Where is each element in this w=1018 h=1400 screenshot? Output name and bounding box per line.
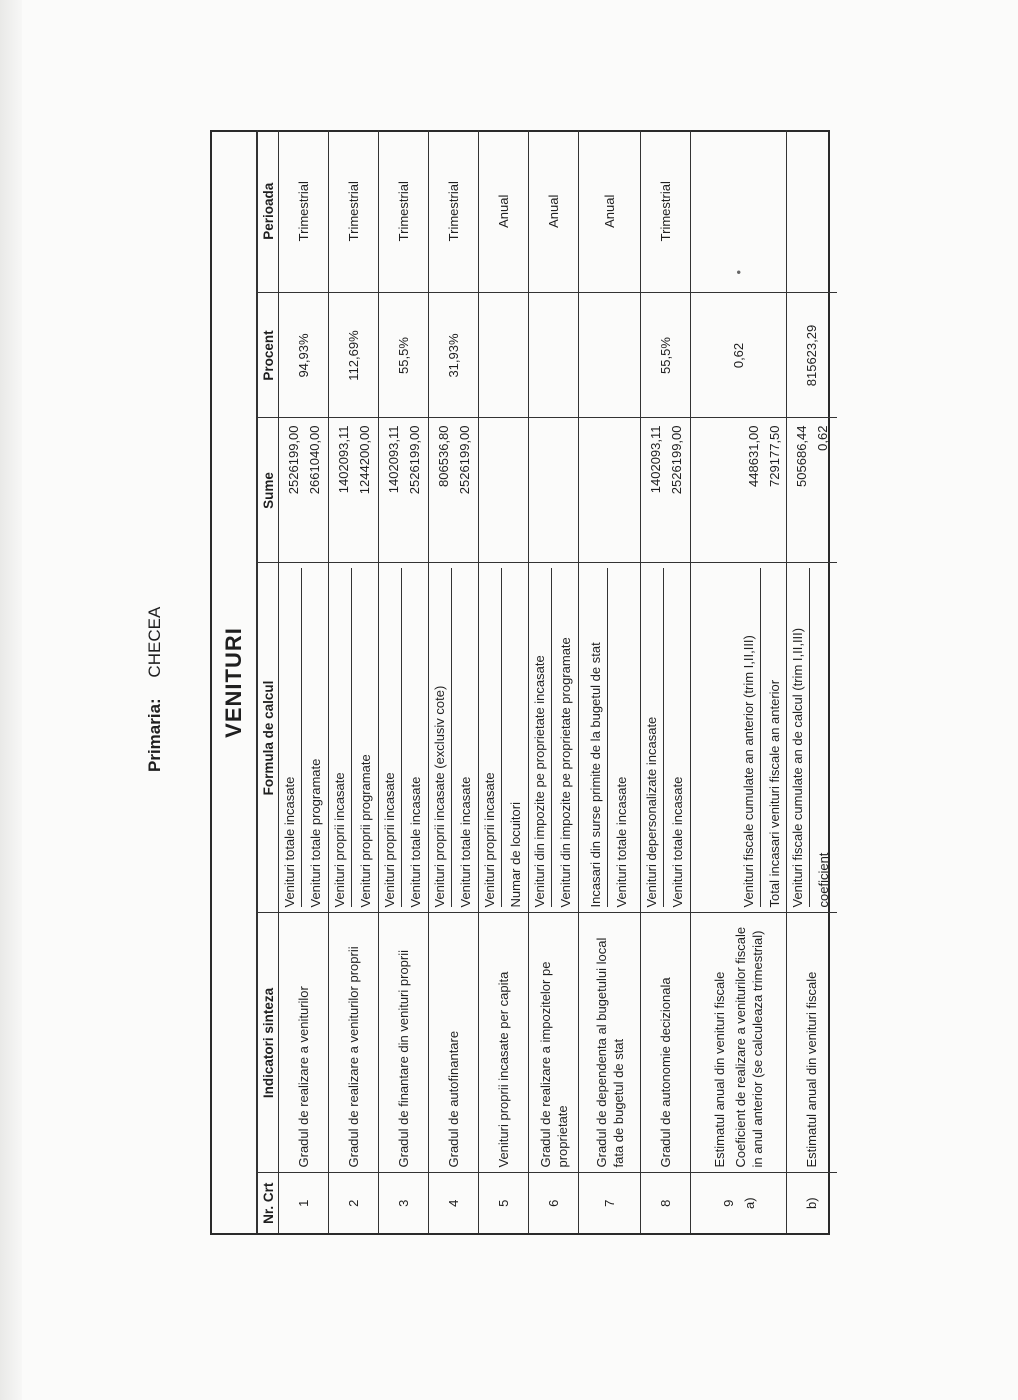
- suma-denominator: 0,62: [814, 425, 830, 451]
- suma-numerator: 1402093,11: [335, 425, 351, 494]
- formula-denominator: coeficient: [816, 852, 832, 908]
- formula-numerator: Venituri totale incasate: [281, 569, 302, 908]
- row-procent: 94,93%: [279, 293, 329, 418]
- row-mark: [691, 130, 787, 293]
- row-perioada: Trimestrial: [279, 130, 329, 293]
- suma-denominator: [504, 424, 508, 558]
- formula-numerator: Venituri proprii incasate: [331, 569, 352, 908]
- table-row: [641, 130, 691, 1233]
- suma-denominator: 2526199,00: [456, 425, 472, 495]
- suma-denominator: 2526199,00: [406, 425, 422, 495]
- suma-numerator: 2526199,00: [285, 425, 301, 495]
- col-nr-crt: Nr. Crt: [258, 1173, 279, 1233]
- row-nr-a: a): [741, 1197, 757, 1210]
- table-row: [329, 130, 379, 1233]
- row-procent: [479, 293, 529, 418]
- row-formula: [529, 563, 579, 913]
- primaria-label: Primaria:: [145, 698, 164, 772]
- row-nr: 2: [329, 1173, 379, 1233]
- row-sume: [429, 418, 479, 563]
- row-perioada: [787, 130, 837, 293]
- row-sume: [787, 418, 837, 563]
- formula-denominator: Venituri totale incasate: [670, 776, 685, 908]
- row-formula: [479, 563, 529, 913]
- formula-denominator: Venituri totale programate: [308, 758, 323, 908]
- col-indicatori: Indicatori sinteza: [258, 913, 279, 1173]
- formula-numerator: Venituri fiscale cumulate an de calcul (trim I,II,III): [789, 569, 810, 908]
- row-sume: [529, 418, 579, 563]
- suma-denominator: 1244200,00: [356, 425, 372, 495]
- row-perioada: Trimestrial: [379, 130, 429, 293]
- primaria-value: CHECEA: [145, 606, 164, 678]
- table-row: [691, 130, 787, 1233]
- row-formula: [429, 563, 479, 913]
- col-formula: Formula de calcul: [258, 563, 279, 913]
- table-row: [529, 130, 579, 1233]
- formula-denominator: Venituri totale incasate: [408, 776, 423, 908]
- formula-denominator: Venituri totale incasate: [458, 776, 473, 908]
- formula-numerator: Venituri proprii incasate: [481, 569, 502, 908]
- row-indicator: Gradul de realizare a veniturilor proprii: [329, 913, 379, 1173]
- row-indicator: [691, 913, 787, 1173]
- row-indicator-a: Coeficient de realizare a veniturilor fiscale in anul anterior (se calculeaza trimestrial): [733, 926, 765, 1168]
- table-row: [787, 130, 837, 1233]
- row-perioada: Trimestrial: [641, 130, 691, 293]
- row-indicator: Gradul de autofinantare: [429, 913, 479, 1173]
- formula-denominator: Numar de locuitori: [508, 802, 523, 908]
- row-procent: 112,69%: [329, 293, 379, 418]
- row-perioada: Trimestrial: [329, 130, 379, 293]
- table-row: [279, 130, 329, 1233]
- row-nr: 5: [479, 1173, 529, 1233]
- venituri-table: [257, 130, 837, 1233]
- row-perioada: Anual: [579, 130, 641, 293]
- row-sume: [379, 418, 429, 563]
- row-sume: [579, 418, 641, 563]
- row-procent: 815623,29: [787, 293, 837, 418]
- row-formula: [787, 563, 837, 913]
- row-formula: [691, 563, 787, 913]
- table-title: VENITURI: [212, 132, 257, 1233]
- col-procent: Procent: [258, 293, 279, 418]
- suma-numerator: 1402093,11: [385, 425, 401, 494]
- row-nr: 8: [641, 1173, 691, 1233]
- row-procent: 31,93%: [429, 293, 479, 418]
- suma-denominator: [610, 424, 614, 558]
- row-sume: [641, 418, 691, 563]
- row-indicator-9: Estimatul anual din venituri fiscale: [712, 971, 727, 1168]
- formula-numerator: Incasari din surse primite de la bugetul de stat: [587, 569, 608, 908]
- row-procent: 55,5%: [641, 293, 691, 418]
- formula-denominator: Venituri totale incasate: [614, 776, 629, 908]
- col-sume: Sume: [258, 418, 279, 563]
- row-formula: [641, 563, 691, 913]
- suma-denominator: 729177,50: [767, 425, 782, 487]
- row-procent: [529, 293, 579, 418]
- row-sume: [279, 418, 329, 563]
- formula-denominator: Total incasari venituri fiscale an anterior: [767, 679, 782, 908]
- row-nr: b): [787, 1173, 837, 1233]
- row-formula: [329, 563, 379, 913]
- row-sume: [329, 418, 379, 563]
- suma-denominator: 2526199,00: [668, 425, 684, 495]
- row-indicator: Estimatul anual din venituri fiscale: [787, 913, 837, 1173]
- table-row: [379, 130, 429, 1233]
- row-procent: [579, 293, 641, 418]
- row-nr: 3: [379, 1173, 429, 1233]
- suma-denominator: 2661040,00: [306, 425, 322, 495]
- venituri-sheet: [210, 130, 830, 1235]
- table-row: [479, 130, 529, 1233]
- row-procent: 55,5%: [379, 293, 429, 418]
- row-nr-9: 9: [720, 1199, 736, 1207]
- row-formula: [379, 563, 429, 913]
- row-indicator: Gradul de realizare a veniturilor: [279, 913, 329, 1173]
- formula-numerator: Venituri fiscale cumulate an anterior (trim I,II,III): [740, 569, 761, 908]
- row-nr: 7: [579, 1173, 641, 1233]
- suma-denominator: [554, 424, 558, 558]
- row-perioada: Trimestrial: [429, 130, 479, 293]
- row-indicator: Gradul de dependenta al bugetului local fata de bugetul de stat: [579, 913, 641, 1173]
- pen-mark: •: [731, 269, 746, 275]
- col-perioada: Perioada: [258, 130, 279, 293]
- formula-denominator: Venituri proprii programate: [358, 754, 373, 908]
- formula-numerator: Venituri proprii incasate (exclusiv cote): [431, 569, 452, 908]
- suma-numerator: 1402093,11: [647, 425, 663, 494]
- table-row: [579, 130, 641, 1233]
- row-indicator: Venituri proprii incasate per capita: [479, 913, 529, 1173]
- suma-numerator: 448631,00: [746, 425, 761, 487]
- row-perioada: Anual: [529, 130, 579, 293]
- row-sume: [691, 418, 787, 563]
- suma-numerator: 806536,80: [435, 425, 451, 487]
- row-nr: 1: [279, 1173, 329, 1233]
- table-row: [429, 130, 479, 1233]
- row-nr: 6: [529, 1173, 579, 1233]
- row-formula: [279, 563, 329, 913]
- row-nr: 4: [429, 1173, 479, 1233]
- row-indicator: Gradul de autonomie decizionala: [641, 913, 691, 1173]
- table-header-row: [258, 130, 279, 1233]
- primaria-header: [145, 607, 165, 772]
- row-sume: [479, 418, 529, 563]
- formula-numerator: Venituri depersonalizate incasate: [643, 569, 664, 908]
- row-formula: [579, 563, 641, 913]
- row-indicator: Gradul de finantare din venituri proprii: [379, 913, 429, 1173]
- formula-denominator: Venituri din impozite pe proprietate programate: [558, 637, 573, 908]
- formula-numerator: Venituri proprii incasate: [381, 569, 402, 908]
- formula-numerator: Venituri din impozite pe proprietate incasate: [531, 569, 552, 908]
- suma-numerator: 505686,44: [793, 425, 809, 487]
- row-nr: [691, 1173, 787, 1233]
- row-procent: 0,62: [691, 293, 787, 418]
- row-perioada: Anual: [479, 130, 529, 293]
- row-indicator: Gradul de realizare a impozitelor pe proprietate: [529, 913, 579, 1173]
